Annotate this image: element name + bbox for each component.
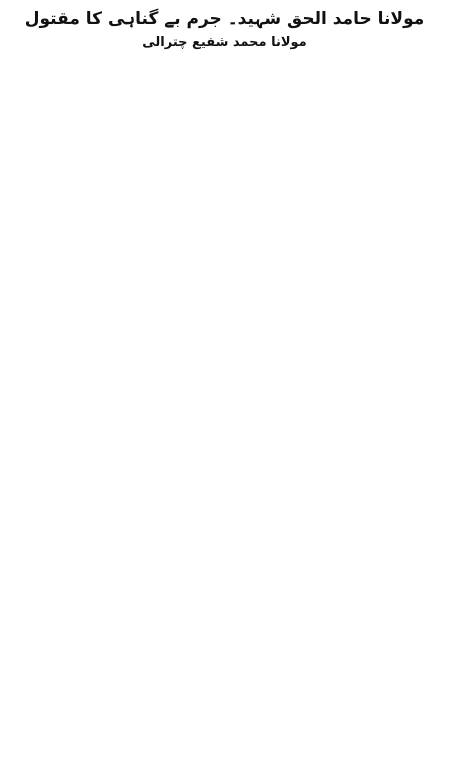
article-paragraph-6 xyxy=(8,65,441,66)
article-title: مولانا حامد الحق شہید۔ جرم بے گناہی کا مقتول xyxy=(24,9,425,29)
article-byline: مولانا محمد شفیع چترالی xyxy=(142,35,307,50)
article-body xyxy=(8,60,441,66)
